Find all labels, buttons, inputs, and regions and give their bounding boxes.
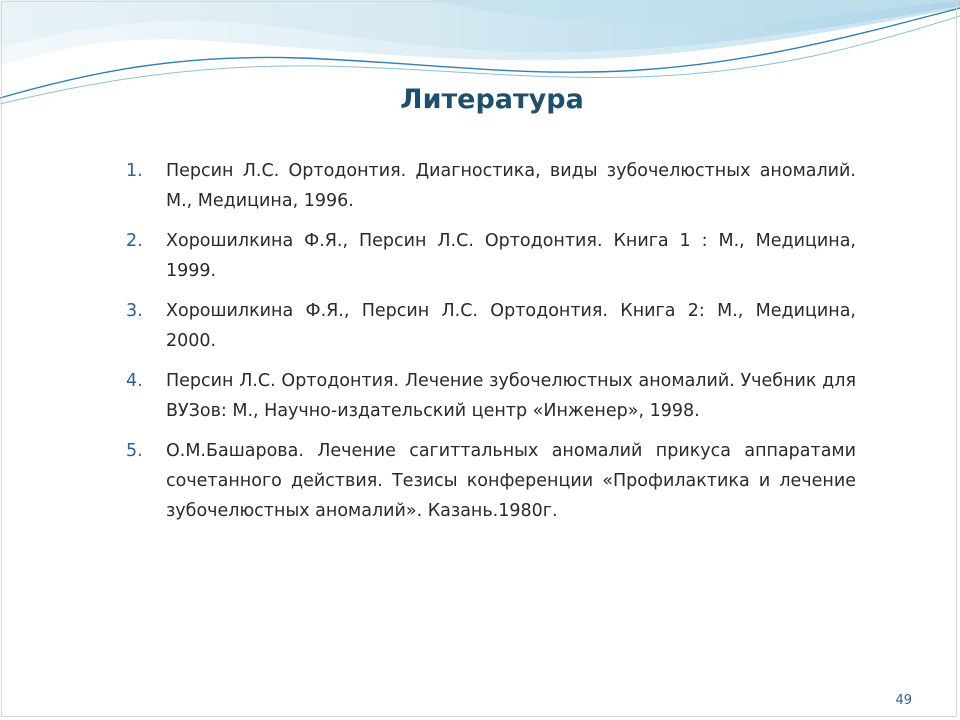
reference-item [120, 366, 856, 426]
reference-item [120, 436, 856, 526]
reference-item [120, 226, 856, 286]
reference-number: 4. [126, 371, 143, 391]
reference-number: 3. [126, 301, 143, 321]
reference-text: О.М.Башарова. Лечение сагиттальных аномалий прикуса аппаратами сочетанного действия. Тезисы конференции «Профилактика и лечение зубочелюстных аномалий». Казань.1980г. [166, 441, 856, 521]
reference-text: Персин Л.С. Ортодонтия. Лечение зубочелюстных аномалий. Учебник для ВУЗов: М., Научно-издательский центр «Инженер», 1998. [166, 371, 856, 421]
reference-text: Персин Л.С. Ортодонтия. Диагностика, виды зубочелюстных аномалий. М., Медицина, 1996. [166, 161, 856, 211]
reference-item [120, 156, 856, 216]
page-number: 49 [895, 693, 912, 708]
reference-number: 2. [126, 231, 143, 251]
reference-text: Хорошилкина Ф.Я., Персин Л.С. Ортодонтия. Книга 1 : М., Медицина, 1999. [166, 231, 856, 281]
reference-text: Хорошилкина Ф.Я., Персин Л.С. Ортодонтия. Книга 2: М., Медицина, 2000. [166, 301, 856, 351]
reference-number: 5. [126, 441, 143, 461]
reference-item [120, 296, 856, 356]
reference-list [120, 156, 856, 536]
reference-number: 1. [126, 161, 143, 181]
slide-title: Литература [400, 84, 584, 115]
